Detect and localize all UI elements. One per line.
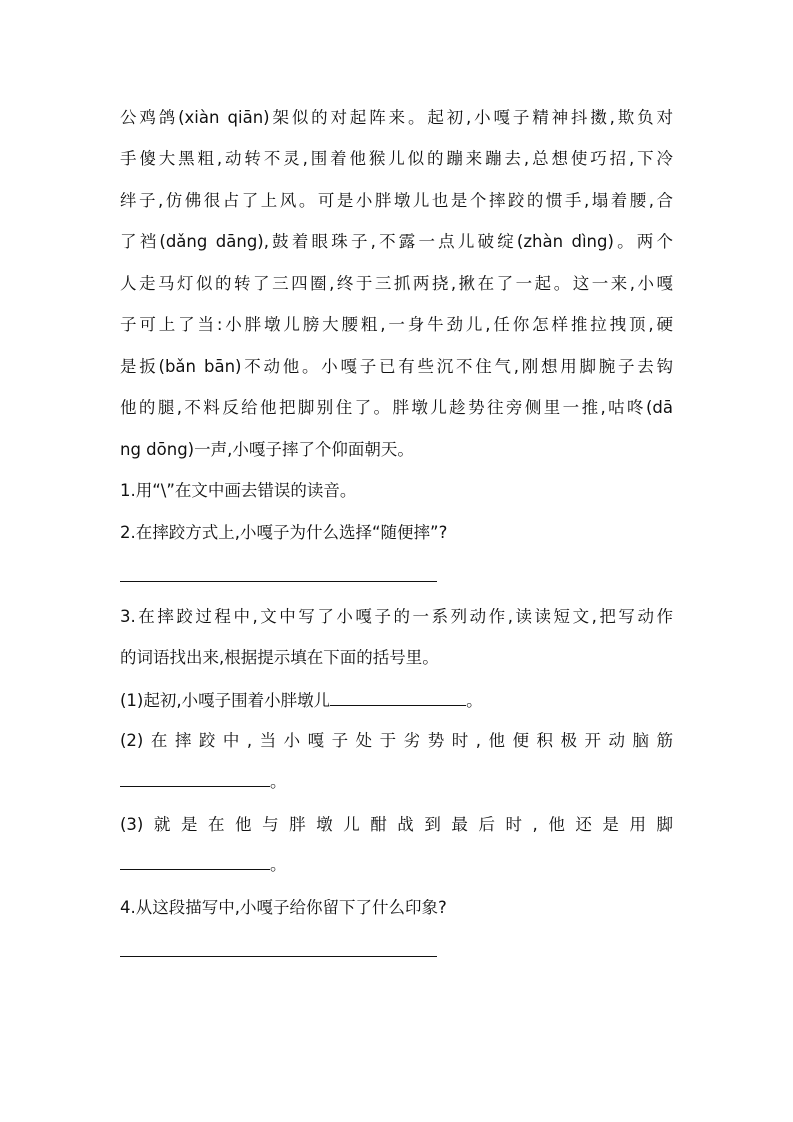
passage-line-2: 手傻大黑粗,动转不灵,围着他猴儿似的蹦来蹦去,总想使巧招,下冷 (120, 149, 673, 168)
blank-sub-3-row (120, 853, 287, 876)
passage-line-9: ng dōng)一声,小嘎子摔了个仰面朝天。 (120, 440, 414, 459)
blank-sub-1[interactable] (330, 689, 466, 706)
sub-3-period: 。 (270, 855, 287, 874)
passage-line-4: 了裆(dǎng dāng),鼓着眼珠子,不露一点儿破绽(zhàn dìng)。两个 (120, 232, 673, 251)
question-3-sub-2: (2)在摔跤中,当小嘎子处于劣势时,他便积极开动脑筋 (120, 731, 673, 750)
blank-sub-2-row (120, 770, 287, 793)
blank-sub-2[interactable] (120, 770, 270, 787)
passage-line-6: 子可上了当:小胖墩儿膀大腰粗,一身牛劲儿,任你怎样推拉拽顶,硬 (120, 315, 673, 334)
question-1: 1.用“\”在文中画去错误的读音。 (120, 481, 357, 500)
passage-line-7: 是扳(bǎn bān)不动他。小嘎子已有些沉不住气,刚想用脚腕子去钩 (120, 357, 673, 376)
sub-2-period: 。 (270, 772, 287, 791)
answer-line-q2[interactable] (120, 581, 437, 582)
sub-1-text: (1)起初,小嘎子围着小胖墩儿 (120, 691, 331, 710)
question-3-sub-1 (120, 689, 673, 711)
passage-line-1: 公鸡鸽(xiàn qiān)架似的对起阵来。起初,小嘎子精神抖擞,欺负对 (120, 108, 673, 127)
passage-line-5: 人走马灯似的转了三四圈,终于三抓两挠,揪在了一起。这一来,小嘎 (120, 274, 673, 293)
question-2: 2.在摔跤方式上,小嘎子为什么选择“随便摔”? (120, 523, 448, 542)
question-3-line-1: 3.在摔跤过程中,文中写了小嘎子的一系列动作,读读短文,把写动作 (120, 607, 673, 626)
passage-line-3: 绊子,仿佛很占了上风。可是小胖墩儿也是个摔跤的惯手,塌着腰,合 (120, 191, 673, 210)
question-3-line-2: 的词语找出来,根据提示填在下面的括号里。 (120, 648, 439, 667)
question-4: 4.从这段描写中,小嘎子给你留下了什么印象? (120, 898, 447, 917)
blank-sub-3[interactable] (120, 853, 270, 870)
passage-line-8: 他的腿,不料反给他把脚别住了。胖墩儿趁势往旁侧里一推,咕咚(dā (120, 398, 673, 417)
sub-1-period: 。 (466, 691, 483, 710)
question-3-sub-3: (3)就是在他与胖墩儿酣战到最后时,他还是用脚 (120, 815, 673, 834)
answer-line-q4[interactable] (120, 956, 437, 957)
